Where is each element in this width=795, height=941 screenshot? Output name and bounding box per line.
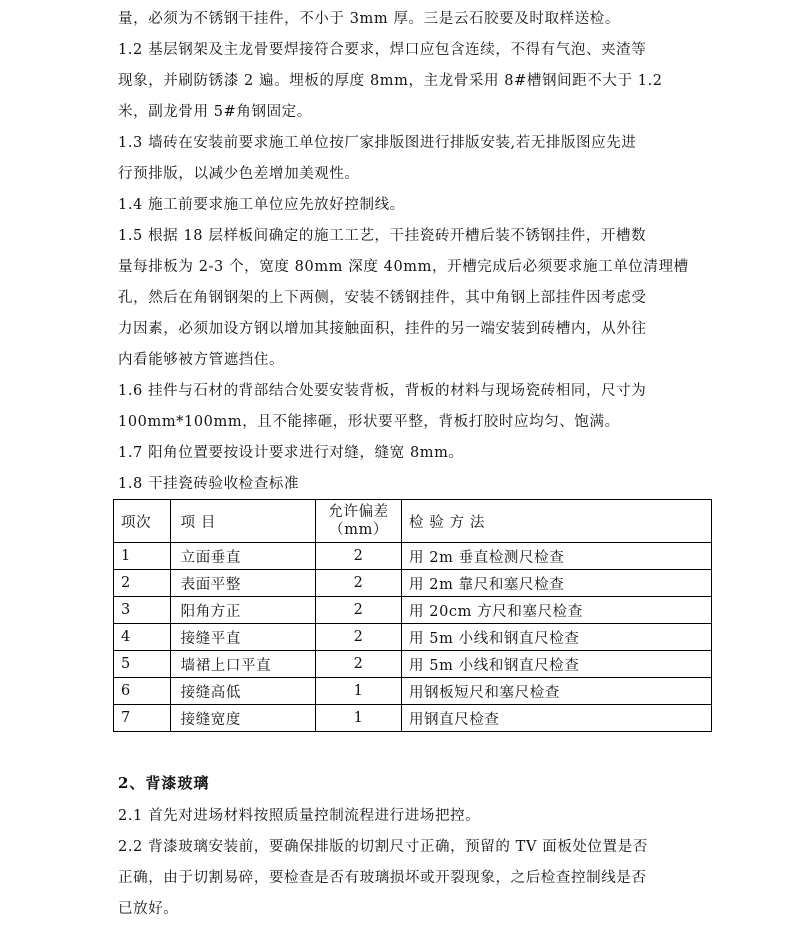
paragraph-line: 量每排板为 2-3 个，宽度 80mm 深度 40mm，开槽完成后必须要求施工单位清理槽	[118, 259, 689, 275]
cell-tolerance: 2	[316, 597, 402, 624]
cell-no: 5	[114, 651, 171, 678]
section-heading: 2、背漆玻璃	[118, 774, 210, 792]
cell-tolerance: 2	[316, 543, 402, 570]
cell-tolerance: 2	[316, 570, 402, 597]
paragraph-line: 2.2 背漆玻璃安装前，要确保排版的切割尺寸正确，预留的 TV 面板处位置是否	[118, 839, 648, 855]
header-tolerance-unit: （mm）	[329, 522, 389, 538]
paragraph-line: 1.5 根据 18 层样板间确定的施工工艺，干挂瓷砖开槽后装不锈钢挂件，开槽数	[118, 228, 647, 244]
cell-method: 用钢直尺检查	[401, 705, 711, 732]
header-item-no: 项次	[114, 500, 171, 543]
cell-method: 用 20cm 方尺和塞尺检查	[401, 597, 711, 624]
cell-item: 表面平整	[170, 570, 316, 597]
paragraph-line: 1.4 施工前要求施工单位应先放好控制线。	[118, 197, 405, 213]
cell-method: 用 5m 小线和钢直尺检查	[401, 624, 711, 651]
header-item: 项 目	[170, 500, 316, 543]
table-header-row	[114, 500, 712, 543]
cell-no: 3	[114, 597, 171, 624]
cell-no: 1	[114, 543, 171, 570]
paragraph-line: 1.2 基层钢架及主龙骨要焊接符合要求，焊口应包含连续，不得有气泡、夹渣等	[118, 42, 647, 58]
header-method: 检 验 方 法	[401, 500, 711, 543]
paragraph-line: 1.3 墙砖在安装前要求施工单位按厂家排版图进行排版安装,若无排版图应先进	[118, 135, 637, 151]
paragraph-line: 行预排版，以减少色差增加美观性。	[118, 166, 360, 182]
paragraph-line: 孔，然后在角钢钢架的上下两侧，安装不锈钢挂件，其中角钢上部挂件因考虑受	[118, 290, 647, 306]
paragraph-line: 力因素，必须加设方钢以增加其接触面积，挂件的另一端安装到砖槽内，从外往	[118, 321, 647, 337]
paragraph-line: 内看能够被方管遮挡住。	[118, 352, 285, 368]
cell-no: 7	[114, 705, 171, 732]
table-row	[114, 543, 712, 570]
cell-tolerance: 1	[316, 705, 402, 732]
cell-method: 用 2m 垂直检测尺检查	[401, 543, 711, 570]
paragraph-line: 正确，由于切割易碎，要检查是否有玻璃损坏或开裂现象，之后检查控制线是否	[118, 870, 647, 886]
paragraph-line: 米，副龙骨用 5#角钢固定。	[118, 104, 312, 120]
header-tolerance	[316, 500, 402, 543]
cell-method: 用 5m 小线和钢直尺检查	[401, 651, 711, 678]
cell-no: 4	[114, 624, 171, 651]
cell-method: 用钢板短尺和塞尺检查	[401, 678, 711, 705]
paragraph-line: 量，必须为不锈钢干挂件，不小于 3mm 厚。三是云石胶要及时取样送检。	[118, 11, 620, 27]
cell-item: 阳角方正	[170, 597, 316, 624]
table-row	[114, 651, 712, 678]
table-row	[114, 678, 712, 705]
table-row	[114, 624, 712, 651]
paragraph-line: 1.6 挂件与石材的背部结合处要安装背板，背板的材料与现场瓷砖相同，尺寸为	[118, 383, 647, 399]
cell-tolerance: 2	[316, 624, 402, 651]
table-row	[114, 597, 712, 624]
table-row	[114, 705, 712, 732]
paragraph-line: 现象，并刷防锈漆 2 遍。埋板的厚度 8mm，主龙骨采用 8#槽钢间距不大于 1.2	[118, 73, 663, 89]
cell-item: 接缝高低	[170, 678, 316, 705]
cell-item: 接缝宽度	[170, 705, 316, 732]
cell-item: 立面垂直	[170, 543, 316, 570]
paragraph-line: 2.1 首先对进场材料按照质量控制流程进行进场把控。	[118, 808, 481, 824]
paragraph-line: 100mm*100mm，且不能摔砸，形状要平整，背板打胶时应均匀、饱满。	[118, 414, 620, 430]
cell-tolerance: 2	[316, 651, 402, 678]
cell-item: 墙裙上口平直	[170, 651, 316, 678]
paragraph-line: 1.7 阳角位置要按设计要求进行对缝，缝宽 8mm。	[118, 445, 464, 461]
cell-no: 2	[114, 570, 171, 597]
cell-tolerance: 1	[316, 678, 402, 705]
table-row	[114, 570, 712, 597]
cell-method: 用 2m 靠尺和塞尺检查	[401, 570, 711, 597]
acceptance-table	[113, 499, 712, 732]
table-caption: 1.8 干挂瓷砖验收检查标准	[118, 476, 300, 492]
cell-item: 接缝平直	[170, 624, 316, 651]
paragraph-line: 已放好。	[118, 901, 179, 917]
header-tolerance-label: 允许偏差	[328, 504, 389, 520]
cell-no: 6	[114, 678, 171, 705]
